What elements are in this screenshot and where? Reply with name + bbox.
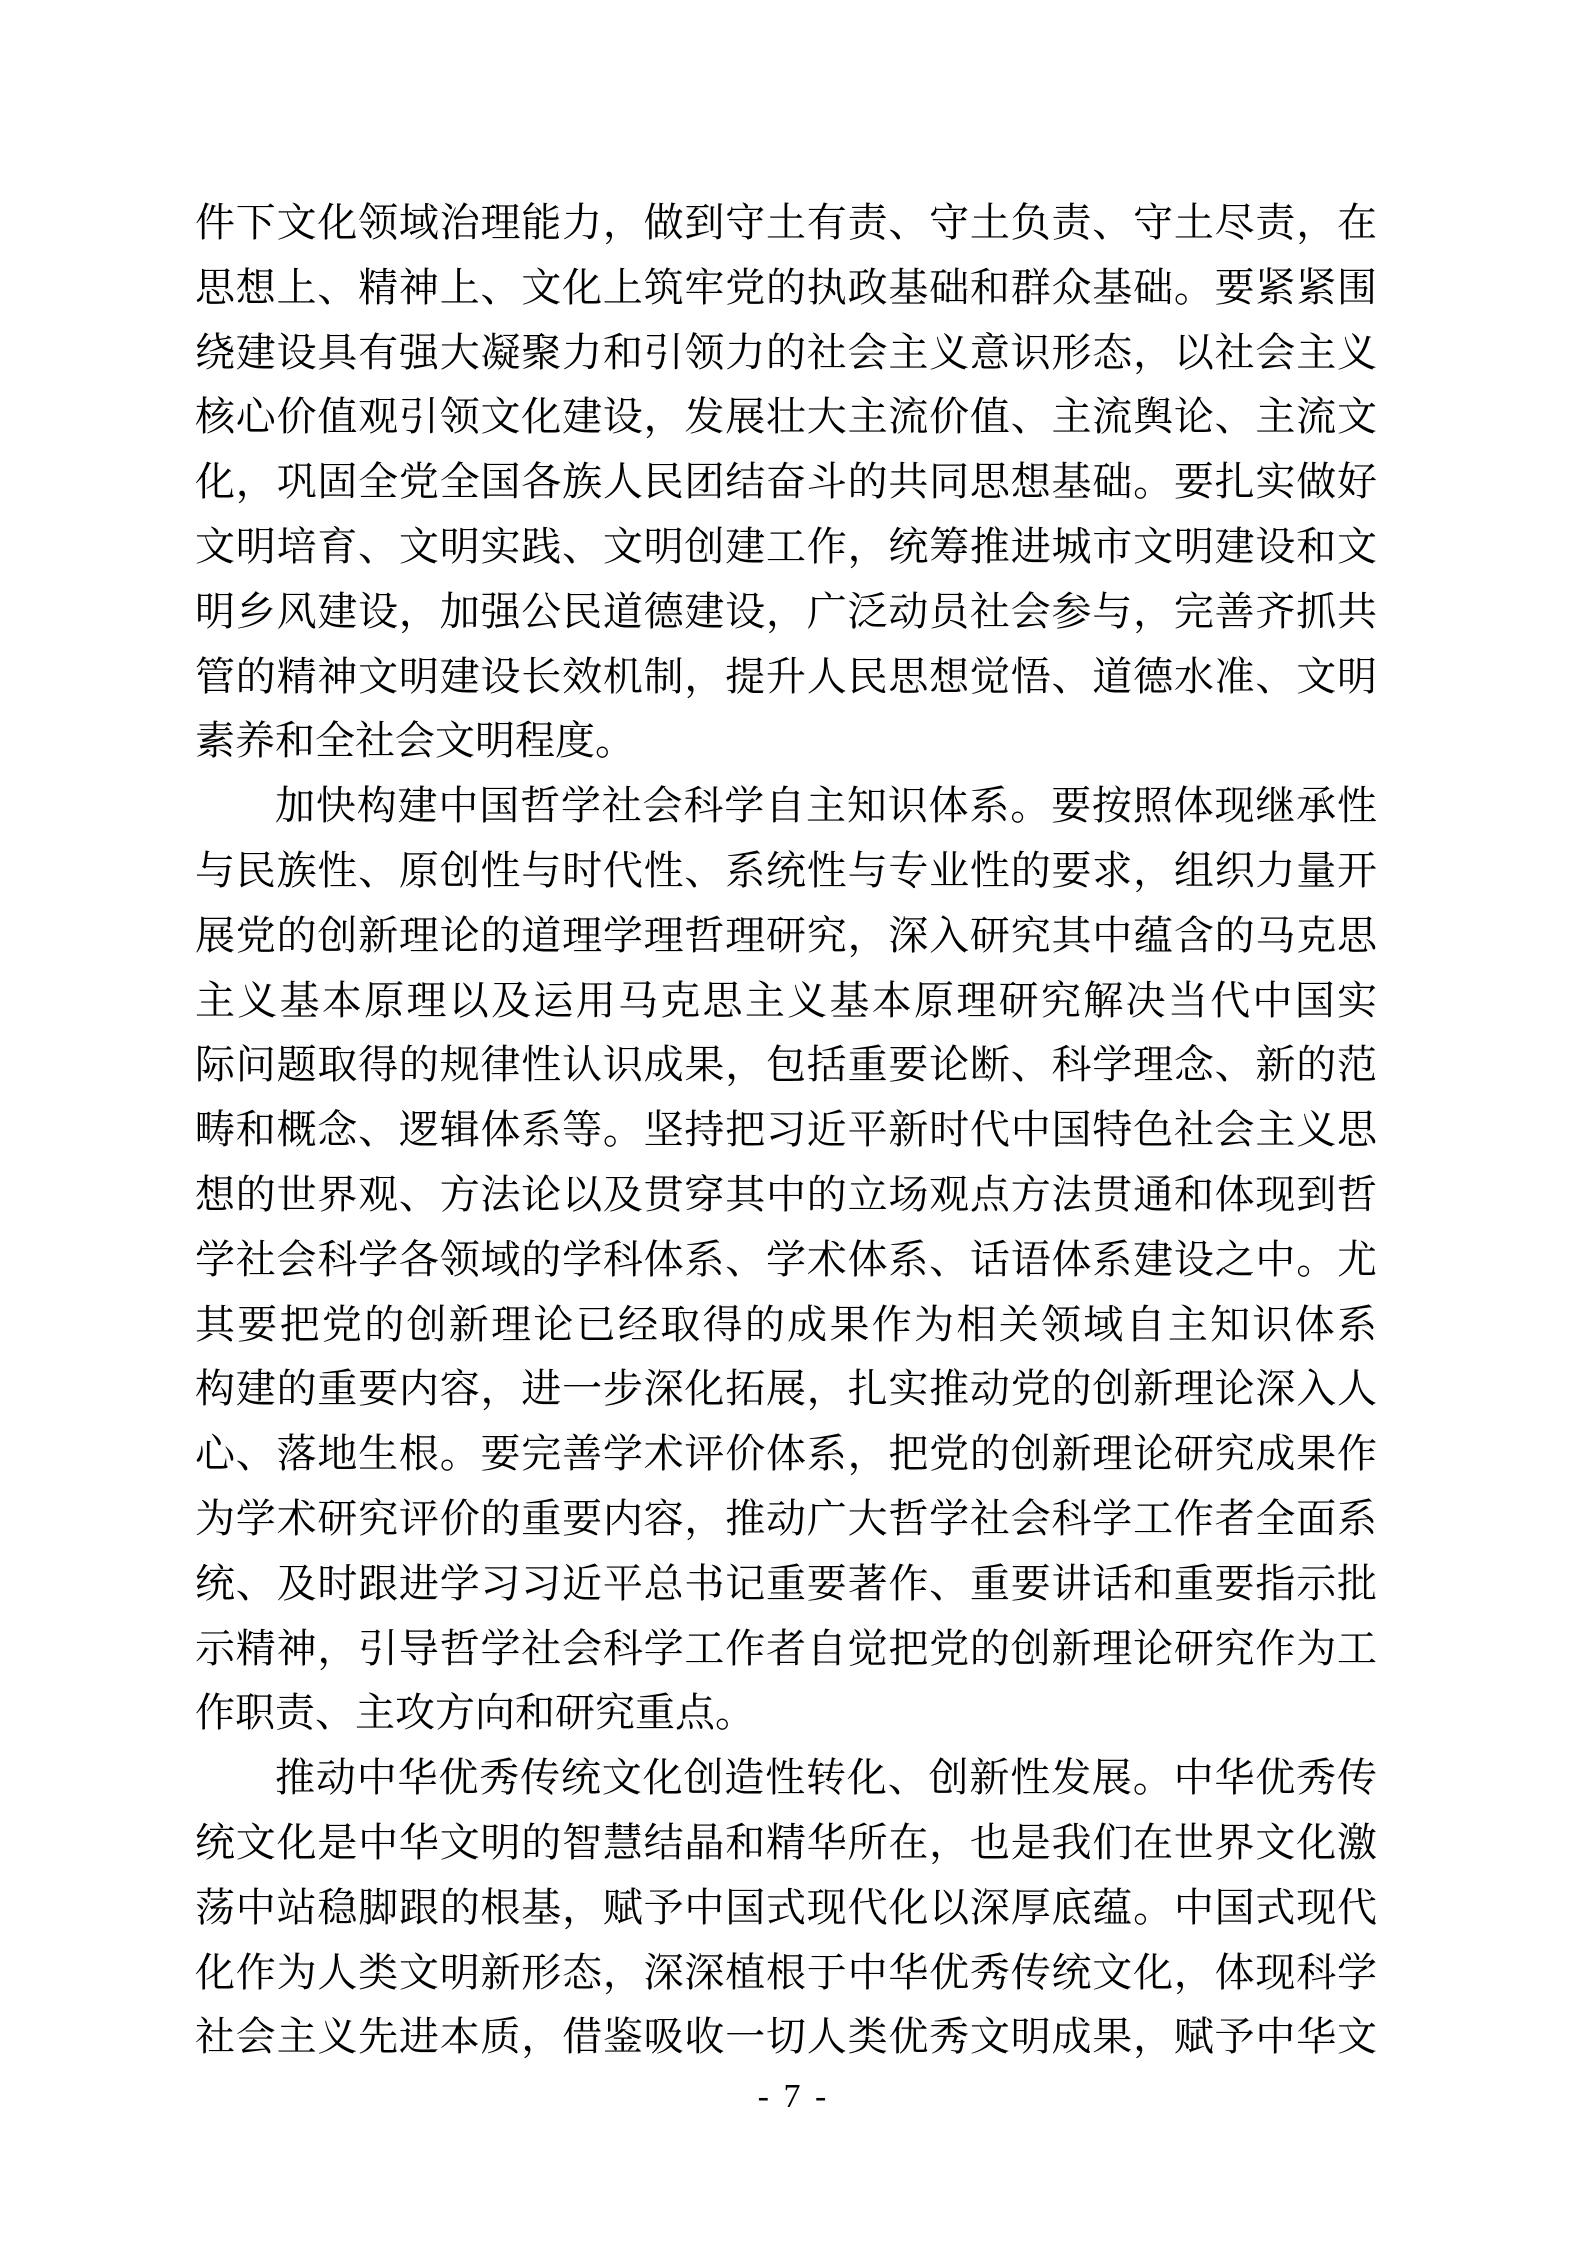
- text-line: 化作为人类文明新形态，深深植根于中华优秀传统文化，体现科学: [195, 1949, 1377, 1995]
- body-text: [195, 191, 1377, 2070]
- text-line: 核心价值观引领文化建设，发展壮大主流价值、主流舆论、主流文: [195, 394, 1377, 440]
- text-line: 与民族性、原创性与时代性、系统性与专业性的要求，组织力量开: [195, 847, 1377, 893]
- text-line: 明乡风建设，加强公民道德建设，广泛动员社会参与，完善齐抓共: [195, 588, 1377, 634]
- text-line: 化，巩固全党全国各族人民团结奋斗的共同思想基础。要扎实做好: [195, 459, 1377, 505]
- text-line: 学社会科学各领域的学科体系、学术体系、话语体系建设之中。尤: [195, 1236, 1377, 1282]
- text-line: 统文化是中华文明的智慧结晶和精华所在，也是我们在世界文化激: [195, 1819, 1377, 1865]
- text-line: 文明培育、文明实践、文明创建工作，统筹推进城市文明建设和文: [195, 523, 1377, 569]
- text-line: 统、及时跟进学习习近平总书记重要著作、重要讲话和重要指示批: [195, 1560, 1377, 1606]
- text-line: 想的世界观、方法论以及贯穿其中的立场观点方法贯通和体现到哲: [195, 1171, 1377, 1217]
- text-line: 际问题取得的规律性认识成果，包括重要论断、科学理念、新的范: [195, 1042, 1377, 1088]
- text-line: 素养和全社会文明程度。: [195, 718, 635, 764]
- text-line: 作职责、主攻方向和研究重点。: [195, 1690, 755, 1736]
- text-line: 主义基本原理以及运用马克思主义基本原理研究解决当代中国实: [195, 977, 1377, 1023]
- text-line: 思想上、精神上、文化上筑牢党的执政基础和群众基础。要紧紧围: [195, 264, 1377, 310]
- text-line: 管的精神文明建设长效机制，提升人民思想觉悟、道德水准、文明: [195, 653, 1377, 699]
- text-line: 畴和概念、逻辑体系等。坚持把习近平新时代中国特色社会主义思: [195, 1107, 1377, 1153]
- text-line: 构建的重要内容，进一步深化拓展，扎实推动党的创新理论深入人: [195, 1366, 1377, 1412]
- paragraph: [195, 1746, 1377, 2070]
- text-line: 为学术研究评价的重要内容，推动广大哲学社会科学工作者全面系: [195, 1495, 1377, 1541]
- text-line: 展党的创新理论的道理学理哲理研究，深入研究其中蕴含的马克思: [195, 912, 1377, 958]
- text-line: 社会主义先进本质，借鉴吸收一切人类优秀文明成果，赋予中华文: [195, 2014, 1377, 2060]
- paragraph: [195, 191, 1377, 774]
- text-line: 荡中站稳脚跟的根基，赋予中国式现代化以深厚底蕴。中国式现代: [195, 1884, 1377, 1930]
- text-line: 其要把党的创新理论已经取得的成果作为相关领域自主知识体系: [195, 1301, 1377, 1347]
- text-line: 推动中华优秀传统文化创造性转化、创新性发展。中华优秀传: [275, 1755, 1377, 1801]
- text-line: 件下文化领域治理能力，做到守土有责、守土负责、守土尽责，在: [195, 200, 1377, 245]
- page-number: - 7 -: [757, 2078, 830, 2115]
- text-line: 加快构建中国哲学社会科学自主知识体系。要按照体现继承性: [275, 783, 1377, 829]
- text-line: 示精神，引导哲学社会科学工作者自觉把党的创新理论研究作为工: [195, 1625, 1377, 1671]
- paragraph: [195, 774, 1377, 1746]
- text-line: 绕建设具有强大凝聚力和引领力的社会主义意识形态，以社会主义: [195, 329, 1377, 375]
- text-line: 心、落地生根。要完善学术评价体系，把党的创新理论研究成果作: [195, 1431, 1377, 1477]
